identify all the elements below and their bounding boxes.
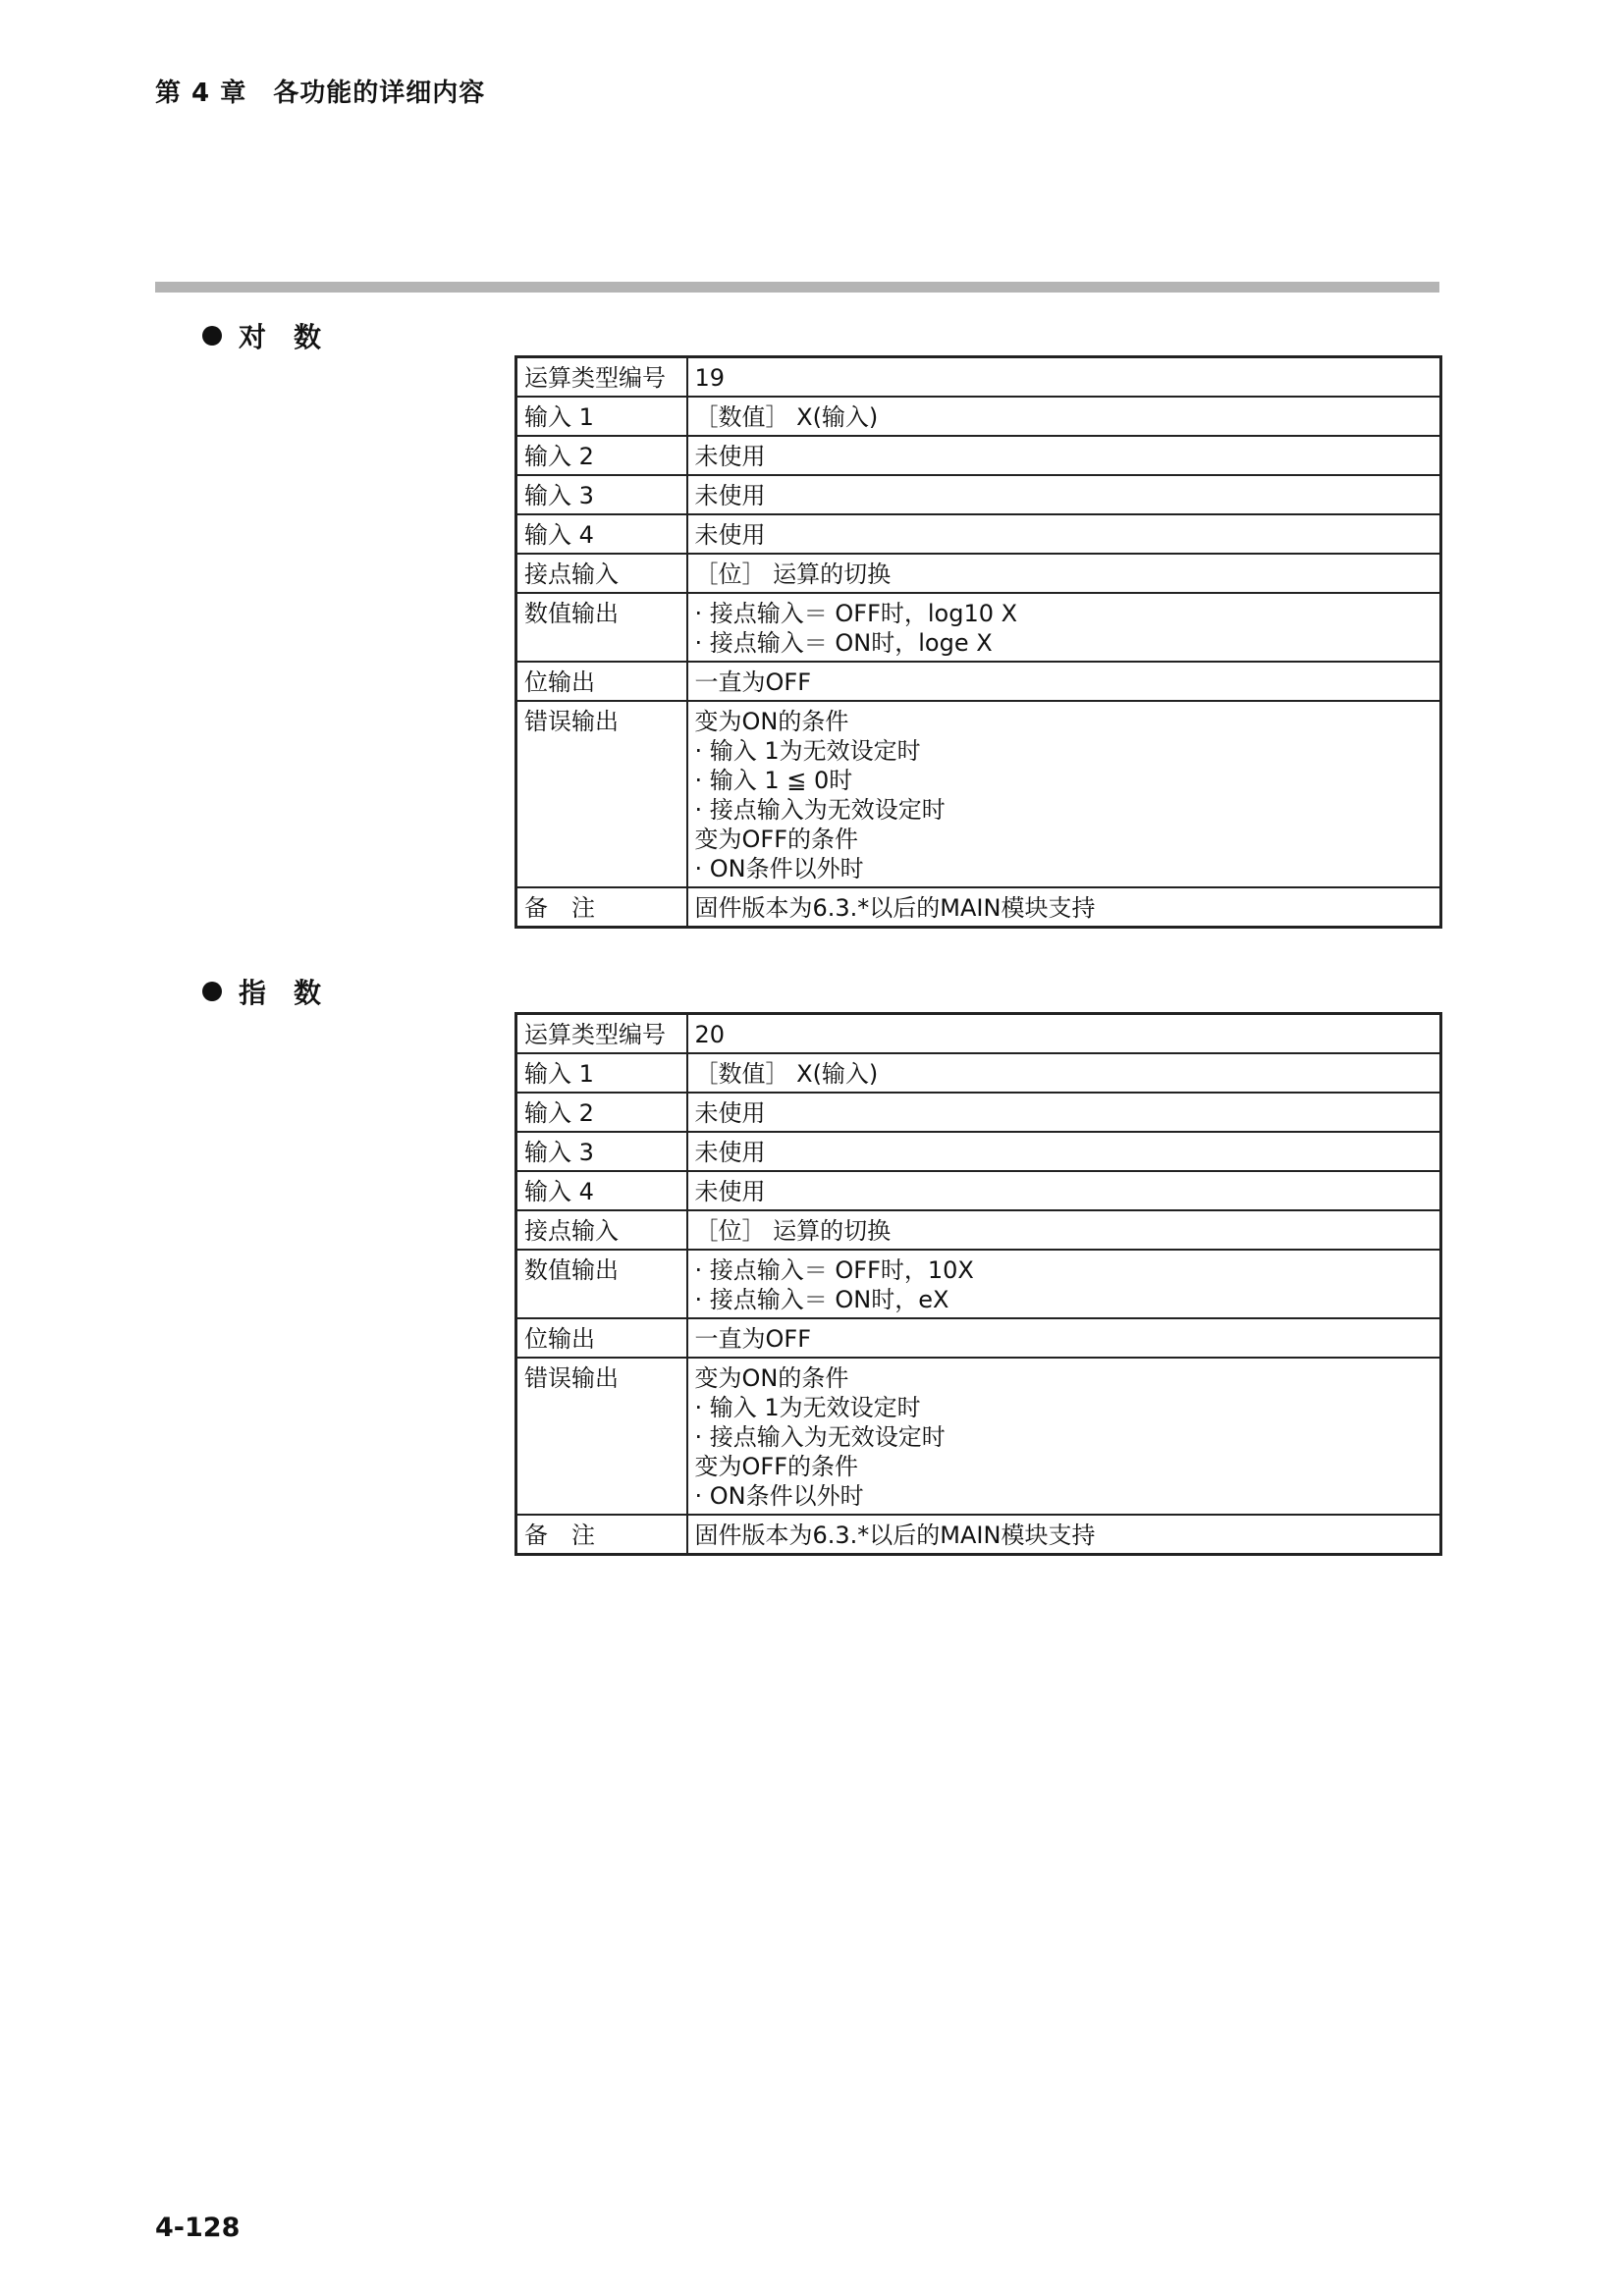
page-number: 4-128 [155, 2213, 241, 2243]
table-row [516, 1093, 1441, 1132]
row-value [687, 1515, 1441, 1555]
value-line: 20 [694, 1021, 726, 1048]
value-line: 一直为OFF [694, 668, 811, 696]
value-line: · 接点输入＝ ON时，eX [694, 1286, 949, 1313]
bullet-icon [202, 982, 222, 1001]
row-label: 备 注 [516, 1515, 687, 1555]
row-value [687, 593, 1441, 662]
row-label: 输入 2 [516, 1093, 687, 1132]
table-row [516, 1014, 1441, 1054]
table-row [516, 1358, 1441, 1515]
row-value [687, 436, 1441, 475]
row-label: 输入 4 [516, 1171, 687, 1210]
row-label: 输入 3 [516, 1132, 687, 1171]
row-label: 运算类型编号 [516, 357, 687, 398]
row-label: 数值输出 [516, 1250, 687, 1318]
table-row [516, 887, 1441, 928]
row-label: 位输出 [516, 662, 687, 701]
row-value [687, 554, 1441, 593]
value-line: 未使用 [694, 1099, 766, 1127]
row-label: 接点输入 [516, 1210, 687, 1250]
section-heading [202, 972, 321, 1011]
row-label: 错误输出 [516, 701, 687, 887]
value-line: · 输入 1 ≦ 0时 [694, 767, 853, 794]
row-label: 输入 4 [516, 514, 687, 554]
row-value [687, 514, 1441, 554]
value-line: · 接点输入为无效设定时 [694, 1423, 946, 1451]
value-line: 未使用 [694, 521, 766, 549]
value-line: · ON条件以外时 [694, 855, 864, 882]
value-line: ［数值］ X(输入) [694, 1060, 879, 1088]
section-title: 对 数 [239, 321, 322, 353]
table-row [516, 1171, 1441, 1210]
section-divider [155, 282, 1439, 293]
row-value [687, 1318, 1441, 1358]
table-row [516, 475, 1441, 514]
table-row [516, 593, 1441, 662]
value-line: · 接点输入＝ OFF时，10X [694, 1256, 974, 1284]
value-line: 一直为OFF [694, 1325, 811, 1353]
value-line: 未使用 [694, 1178, 766, 1205]
row-label: 错误输出 [516, 1358, 687, 1515]
value-line: · 接点输入＝ OFF时，log10 X [694, 600, 1018, 627]
value-line: 变为ON的条件 [694, 708, 849, 735]
section-heading [202, 316, 321, 355]
row-value [687, 1132, 1441, 1171]
table-row [516, 1210, 1441, 1250]
row-label: 数值输出 [516, 593, 687, 662]
row-value [687, 701, 1441, 887]
row-value [687, 397, 1441, 436]
chapter-header: 第 4 章 各功能的详细内容 [155, 79, 486, 108]
value-line: 变为ON的条件 [694, 1364, 849, 1392]
table-row [516, 397, 1441, 436]
table-row [516, 1515, 1441, 1555]
value-line: · 接点输入＝ ON时，loge X [694, 629, 993, 657]
value-line: ［位］ 运算的切换 [694, 561, 892, 588]
value-line: 固件版本为6.3.*以后的MAIN模块支持 [694, 1522, 1096, 1549]
row-label: 输入 2 [516, 436, 687, 475]
table-row [516, 662, 1441, 701]
row-value [687, 1014, 1441, 1054]
table-row [516, 436, 1441, 475]
row-value [687, 1053, 1441, 1093]
spec-table [514, 355, 1442, 929]
table-row [516, 554, 1441, 593]
row-value [687, 1093, 1441, 1132]
spec-table [514, 1012, 1442, 1556]
value-line: · 接点输入为无效设定时 [694, 796, 946, 824]
row-label: 输入 1 [516, 1053, 687, 1093]
row-label: 输入 1 [516, 397, 687, 436]
row-value [687, 1250, 1441, 1318]
value-line: · 输入 1为无效设定时 [694, 737, 921, 765]
value-line: 未使用 [694, 1139, 766, 1166]
table-row [516, 1250, 1441, 1318]
row-value [687, 662, 1441, 701]
row-value [687, 1210, 1441, 1250]
value-line: ［位］ 运算的切换 [694, 1217, 892, 1245]
table-row [516, 1318, 1441, 1358]
row-value [687, 1171, 1441, 1210]
bullet-icon [202, 326, 222, 346]
value-line: 19 [694, 364, 726, 392]
value-line: 未使用 [694, 443, 766, 470]
row-label: 运算类型编号 [516, 1014, 687, 1054]
value-line: 未使用 [694, 482, 766, 509]
section-title: 指 数 [239, 977, 322, 1009]
table-row [516, 1132, 1441, 1171]
row-value [687, 475, 1441, 514]
row-value [687, 357, 1441, 398]
table-row [516, 1053, 1441, 1093]
value-line: 变为OFF的条件 [694, 826, 858, 853]
value-line: · ON条件以外时 [694, 1482, 864, 1510]
table-row [516, 514, 1441, 554]
row-label: 备 注 [516, 887, 687, 928]
row-label: 位输出 [516, 1318, 687, 1358]
value-line: 固件版本为6.3.*以后的MAIN模块支持 [694, 894, 1096, 922]
row-label: 接点输入 [516, 554, 687, 593]
row-label: 输入 3 [516, 475, 687, 514]
table-row [516, 357, 1441, 398]
row-value [687, 887, 1441, 928]
value-line: 变为OFF的条件 [694, 1453, 858, 1480]
value-line: ［数值］ X(输入) [694, 403, 879, 431]
row-value [687, 1358, 1441, 1515]
table-row [516, 701, 1441, 887]
value-line: · 输入 1为无效设定时 [694, 1394, 921, 1421]
